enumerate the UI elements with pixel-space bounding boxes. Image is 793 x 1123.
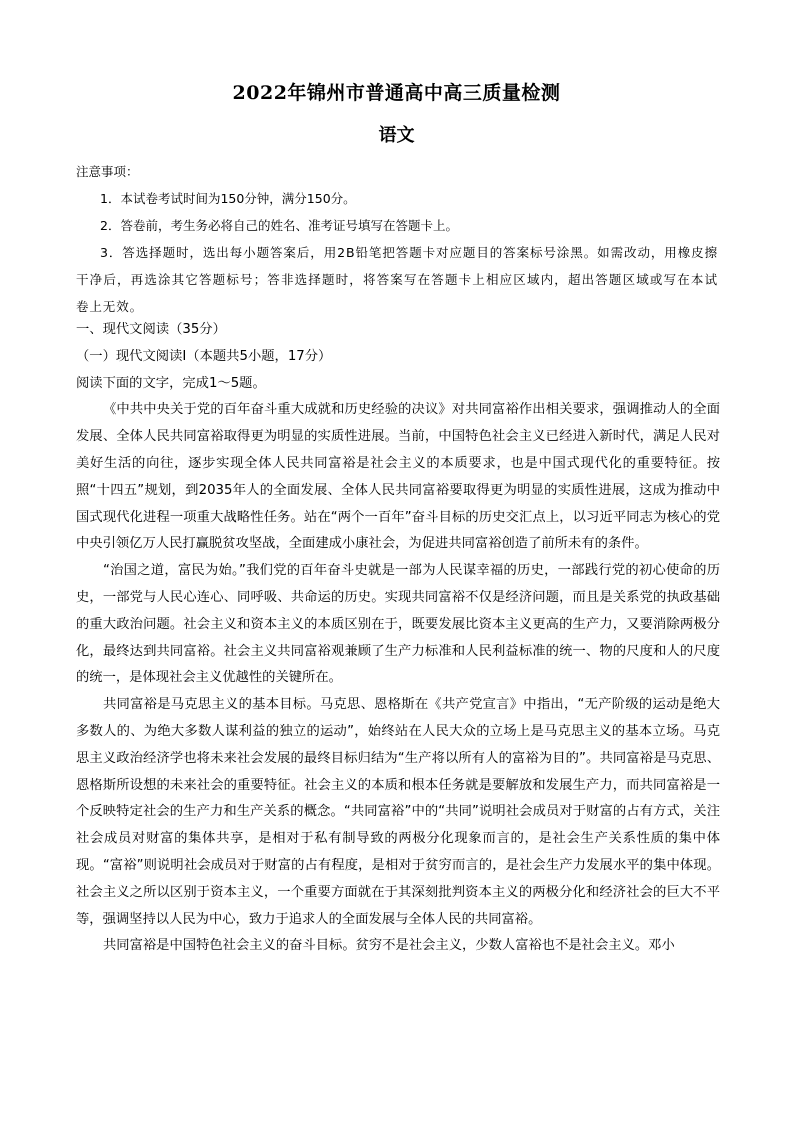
section-heading: 一、现代文阅读（35分）	[76, 322, 226, 337]
notice-item-1: 1．本试卷考试时间为150分钟，满分150分。	[100, 191, 356, 206]
passage-paragraph-4: 共同富裕是中国特色社会主义的奋斗目标。贫穷不是社会主义，少数人富裕也不是社会主义。邓小	[103, 938, 675, 954]
reading-instruction: 阅读下面的文字，完成1～5题。	[76, 375, 266, 391]
notice-heading: 注意事项：	[76, 164, 139, 179]
notice-block	[76, 158, 718, 320]
notice-item-2: 2．答卷前，考生务必将自己的姓名、准考证号填写在答题卡上。	[100, 218, 458, 233]
exam-title: 2022年锦州市普通高中高三质量检测	[232, 82, 561, 104]
reading-section	[76, 317, 720, 960]
section-subheading: （一）现代文阅读Ⅰ（本题共5小题，17分）	[76, 348, 332, 364]
notice-item-3: 3．答选择题时，选出每小题答案后，用2B铅笔把答题卡对应题目的答案标号涂黑。如需改动，用橡皮擦干净后，再选涂其它答题标号；答非选择题时，将答案写在答题卡上相应区域内，超出答题区域或写在本试卷上无效。	[76, 245, 718, 314]
subject-title: 语文	[378, 125, 415, 146]
passage-paragraph-3: 共同富裕是马克思主义的基本目标。马克思、恩格斯在《共产党宣言》中指出，“无产阶级的运动是绝大多数人的、为绝大多数人谋利益的独立的运动”，始终站在人民大众的立场上是马克思主义的基本立场。马克思主义政治经济学也将未来社会发展的最终目标归结为“生产将以所有人的富裕为目的”。共同富裕是马克思、恩格斯所设想的未来社会的重要特征。社会主义的本质和根本任务就是要解放和发展生产力，而共同富裕是一个反映特定社会的生产力和生产关系的概念。“共同富裕”中的“共同”说明社会成员对于财富的占有方式，关注社会成员对财富的集体共享，是相对于私有制导致的两极分化现象而言的，是社会生产关系性质的集中体现。“富裕”则说明社会成员对于财富的占有程度，是相对于贫穷而言的，是社会生产力发展水平的集中体现。社会主义之所以区别于资本主义，一个重要方面就在于其深刻批判资本主义的两极分化和经济社会的巨大不平等，强调坚持以人民为中心，致力于追求人的全面发展与全体人民的共同富裕。	[76, 697, 720, 927]
passage-paragraph-1: 《中共中央关于党的百年奋斗重大成就和历史经验的决议》对共同富裕作出相关要求，强调推动人的全面发展、全体人民共同富裕取得更为明显的实质性进展。当前，中国特色社会主义已经进入新时代，满足人民对美好生活的向往，逐步实现全体人民共同富裕是社会主义的本质要求，也是中国式现代化的重要特征。按照“十四五”规划，到2035年人的全面发展、全体人民共同富裕要取得更为明显的实质性进展，这成为推动中国式现代化进程一项重大战略性任务。站在“两个一百年”奋斗目标的历史交汇点上，以习近平同志为核心的党中央引领亿万人民打赢脱贫攻坚战，全面建成小康社会，为促进共同富裕创造了前所未有的条件。	[76, 402, 720, 552]
passage-paragraph-2: “治国之道，富民为始。”我们党的百年奋斗史就是一部为人民谋幸福的历史，一部践行党的初心使命的历史，一部党与人民心连心、同呼吸、共命运的历史。实现共同富裕不仅是经济问题，而且是关系党的执政基础的重大政治问题。社会主义和资本主义的本质区别在于，既要发展比资本主义更高的生产力，又要消除两极分化，最终达到共同富裕。社会主义共同富裕观兼顾了生产力标准和人民利益标准的统一、物的尺度和人的尺度的统一，是体现社会主义优越性的关键所在。	[76, 563, 720, 686]
